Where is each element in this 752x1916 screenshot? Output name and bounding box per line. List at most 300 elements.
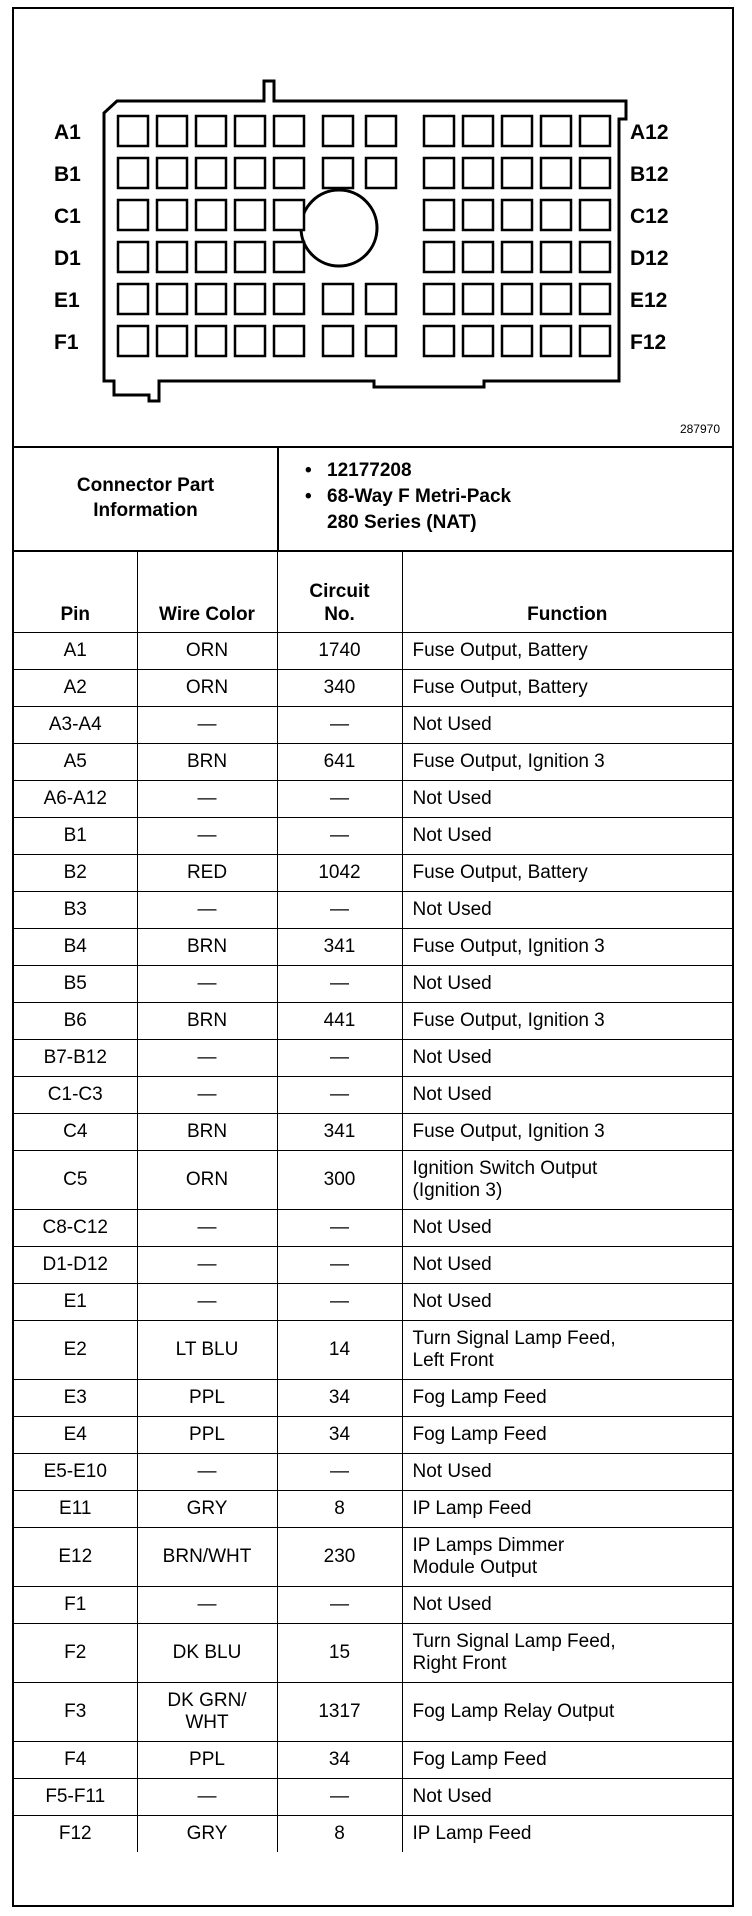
part-info-details	[279, 446, 732, 550]
terminal-cavity	[235, 116, 265, 146]
function-line2: Module Output	[412, 1557, 538, 1578]
terminal-cavity	[274, 326, 304, 356]
function-line1: Not Used	[412, 1047, 492, 1068]
wire-color-cell	[137, 1528, 277, 1587]
wire-color-line1: —	[197, 825, 217, 846]
terminal-cavity	[463, 200, 493, 230]
header-circuit-no	[277, 551, 402, 633]
wire-color-line1: ORN	[185, 677, 229, 698]
wire-color-cell	[137, 1491, 277, 1528]
pinout-row	[14, 1587, 732, 1624]
circuit-cell: —	[277, 892, 402, 929]
wire-color-line2: WHT	[185, 1712, 229, 1733]
pin-cell: C5	[14, 1151, 137, 1210]
terminal-cavity	[502, 284, 532, 314]
wire-color-cell	[137, 670, 277, 707]
function-cell	[402, 1380, 732, 1417]
pin-cell: F12	[14, 1816, 137, 1853]
wire-color-line1: —	[197, 1254, 217, 1275]
function-cell	[402, 966, 732, 1003]
function-line1: Ignition Switch Output	[412, 1158, 598, 1179]
wire-color-cell	[137, 1077, 277, 1114]
terminal-cavity	[580, 116, 610, 146]
wire-color-line1: —	[197, 1461, 217, 1482]
function-line1: Fuse Output, Battery	[412, 862, 588, 883]
function-line1: Not Used	[412, 1461, 492, 1482]
circuit-cell: 1317	[277, 1683, 402, 1742]
pinout-row	[14, 1284, 732, 1321]
circuit-cell: 34	[277, 1417, 402, 1454]
circuit-cell: —	[277, 1210, 402, 1247]
circuit-cell: 340	[277, 670, 402, 707]
wire-color-line1: BRN	[186, 1010, 228, 1031]
pinout-row	[14, 633, 732, 670]
function-cell	[402, 1816, 732, 1853]
connector-diagram	[14, 9, 732, 448]
header-circuit-line1: Circuit	[309, 581, 370, 602]
terminal-cavity	[424, 284, 454, 314]
pinout-row	[14, 855, 732, 892]
wire-color-cell	[137, 1779, 277, 1816]
terminal-cavity	[274, 116, 304, 146]
row-label-c12: C12	[630, 205, 669, 228]
pinout-row	[14, 1380, 732, 1417]
function-line1: Turn Signal Lamp Feed,	[412, 1328, 616, 1349]
circuit-cell: —	[277, 1779, 402, 1816]
terminal-cavity	[541, 116, 571, 146]
function-cell	[402, 707, 732, 744]
terminal-cavity	[118, 200, 148, 230]
function-line1: Turn Signal Lamp Feed,	[412, 1631, 616, 1652]
terminal-cavity	[118, 242, 148, 272]
function-cell	[402, 1491, 732, 1528]
terminal-cavity	[274, 158, 304, 188]
terminal-cavity	[157, 116, 187, 146]
pin-cell: B1	[14, 818, 137, 855]
circuit-cell: 14	[277, 1321, 402, 1380]
pinout-table	[14, 550, 732, 1852]
pin-cell: F5-F11	[14, 1779, 137, 1816]
function-line1: Fuse Output, Battery	[412, 640, 588, 661]
circuit-cell: 1740	[277, 633, 402, 670]
wire-color-line1: —	[197, 714, 217, 735]
function-cell	[402, 1528, 732, 1587]
function-cell	[402, 1284, 732, 1321]
wire-color-cell	[137, 1454, 277, 1491]
function-line1: Not Used	[412, 788, 492, 809]
terminal-cavity	[157, 284, 187, 314]
wire-color-cell	[137, 1742, 277, 1779]
pinout-row	[14, 1114, 732, 1151]
wire-color-line1: ORN	[185, 640, 229, 661]
function-cell	[402, 1321, 732, 1380]
terminal-cavity	[502, 116, 532, 146]
function-line1: Not Used	[412, 1254, 492, 1275]
terminal-cavity	[118, 116, 148, 146]
header-function: Function	[402, 551, 732, 633]
pin-cell: C8-C12	[14, 1210, 137, 1247]
pin-cell: B6	[14, 1003, 137, 1040]
terminal-cavity	[157, 326, 187, 356]
pinout-row	[14, 1454, 732, 1491]
row-label-d12: D12	[630, 247, 669, 270]
pinout-row	[14, 966, 732, 1003]
wire-color-line1: RED	[186, 862, 228, 883]
function-line1: Not Used	[412, 714, 492, 735]
circuit-cell: 341	[277, 929, 402, 966]
pinout-row	[14, 1040, 732, 1077]
pin-cell: E5-E10	[14, 1454, 137, 1491]
terminal-cavity	[323, 326, 353, 356]
terminal-cavity	[541, 200, 571, 230]
function-line2: (Ignition 3)	[412, 1180, 503, 1201]
pin-cell: F1	[14, 1587, 137, 1624]
function-line1: IP Lamp Feed	[412, 1498, 532, 1519]
circuit-cell: 1042	[277, 855, 402, 892]
wire-color-cell	[137, 707, 277, 744]
wire-color-line1: BRN	[186, 1121, 228, 1142]
wire-color-cell	[137, 633, 277, 670]
pin-cell: D1-D12	[14, 1247, 137, 1284]
pin-cell: C4	[14, 1114, 137, 1151]
pinout-row	[14, 892, 732, 929]
terminal-cavity	[274, 242, 304, 272]
function-cell	[402, 1003, 732, 1040]
wire-color-cell	[137, 1624, 277, 1683]
pin-cell: E12	[14, 1528, 137, 1587]
function-cell	[402, 1210, 732, 1247]
pin-cell: C1-C3	[14, 1077, 137, 1114]
function-cell	[402, 929, 732, 966]
pinout-row	[14, 670, 732, 707]
wire-color-cell	[137, 818, 277, 855]
wire-color-cell	[137, 855, 277, 892]
circuit-cell: —	[277, 707, 402, 744]
wire-color-line1: DK BLU	[172, 1642, 242, 1663]
circuit-cell: —	[277, 966, 402, 1003]
function-line1: Fog Lamp Relay Output	[412, 1701, 615, 1722]
terminal-cavity	[196, 284, 226, 314]
wire-color-line1: —	[197, 1047, 217, 1068]
pinout-row	[14, 781, 732, 818]
function-cell	[402, 781, 732, 818]
wire-color-cell	[137, 781, 277, 818]
part-number: • 12177208	[305, 458, 732, 484]
header-wire-color: Wire Color	[137, 551, 277, 633]
function-cell	[402, 670, 732, 707]
wire-color-line1: LT BLU	[175, 1339, 239, 1360]
pinout-row	[14, 1003, 732, 1040]
pin-cell: A3-A4	[14, 707, 137, 744]
pin-cell: E4	[14, 1417, 137, 1454]
row-label-f12: F12	[630, 331, 667, 354]
terminal-cavity	[196, 242, 226, 272]
terminal-cavity	[463, 158, 493, 188]
terminal-cavity	[235, 200, 265, 230]
header-circuit-line2: No.	[324, 604, 355, 625]
part-info-heading-line2: Information	[93, 500, 198, 521]
function-line1: Not Used	[412, 899, 492, 920]
terminal-cavity	[196, 116, 226, 146]
pinout-row	[14, 1151, 732, 1210]
row-label-a1: A1	[54, 121, 81, 144]
circuit-cell: —	[277, 781, 402, 818]
pin-cell: A2	[14, 670, 137, 707]
pin-cell: E1	[14, 1284, 137, 1321]
terminal-cavity	[502, 326, 532, 356]
pin-cell: A1	[14, 633, 137, 670]
circuit-cell: —	[277, 1040, 402, 1077]
pin-cell: E11	[14, 1491, 137, 1528]
function-line1: Not Used	[412, 1291, 492, 1312]
function-cell	[402, 1151, 732, 1210]
function-cell	[402, 855, 732, 892]
function-line1: IP Lamps Dimmer	[412, 1535, 565, 1556]
terminal-cavity	[541, 242, 571, 272]
circuit-cell: 15	[277, 1624, 402, 1683]
terminal-cavity	[118, 326, 148, 356]
circuit-cell: 641	[277, 744, 402, 781]
pin-cell: B2	[14, 855, 137, 892]
terminal-cavity	[502, 242, 532, 272]
function-line1: Not Used	[412, 825, 492, 846]
function-line1: Fog Lamp Feed	[412, 1424, 547, 1445]
function-line1: Fuse Output, Ignition 3	[412, 1010, 605, 1031]
pinout-row	[14, 1742, 732, 1779]
wire-color-cell	[137, 1151, 277, 1210]
circuit-cell: 341	[277, 1114, 402, 1151]
row-label-f1: F1	[54, 331, 79, 354]
function-cell	[402, 1454, 732, 1491]
pinout-row	[14, 1683, 732, 1742]
row-label-d1: D1	[54, 247, 81, 270]
circuit-cell: —	[277, 1247, 402, 1284]
wire-color-cell	[137, 1284, 277, 1321]
terminal-cavity	[580, 242, 610, 272]
terminal-cavity	[323, 158, 353, 188]
function-line1: Not Used	[412, 1786, 492, 1807]
function-cell	[402, 1247, 732, 1284]
terminal-cavity	[323, 116, 353, 146]
circuit-cell: 8	[277, 1816, 402, 1853]
wire-color-line1: —	[197, 899, 217, 920]
terminal-cavity	[463, 242, 493, 272]
pin-cell: A5	[14, 744, 137, 781]
function-cell	[402, 892, 732, 929]
function-cell	[402, 1624, 732, 1683]
wire-color-cell	[137, 929, 277, 966]
terminal-cavity	[196, 158, 226, 188]
wire-color-line1: —	[197, 1786, 217, 1807]
function-cell	[402, 1587, 732, 1624]
terminal-cavity	[424, 158, 454, 188]
terminal-cavity	[541, 158, 571, 188]
terminal-cavity	[580, 326, 610, 356]
function-cell	[402, 1417, 732, 1454]
terminal-cavity	[157, 242, 187, 272]
terminal-cavity	[118, 284, 148, 314]
terminal-cavity	[157, 158, 187, 188]
pinout-row	[14, 707, 732, 744]
pinout-row	[14, 1779, 732, 1816]
function-line1: Fuse Output, Ignition 3	[412, 1121, 605, 1142]
function-line1: Fuse Output, Ignition 3	[412, 936, 605, 957]
terminal-cavity	[235, 326, 265, 356]
terminal-cavity	[424, 116, 454, 146]
terminal-cavity	[424, 242, 454, 272]
terminal-cavity	[424, 200, 454, 230]
function-line1: Fuse Output, Battery	[412, 677, 588, 698]
part-description-line2: 280 Series (NAT)	[327, 512, 477, 533]
function-cell	[402, 1077, 732, 1114]
function-line1: Not Used	[412, 1217, 492, 1238]
circuit-cell: 34	[277, 1742, 402, 1779]
function-line1: Not Used	[412, 973, 492, 994]
pinout-row	[14, 1210, 732, 1247]
terminal-cavity	[463, 284, 493, 314]
function-cell	[402, 1779, 732, 1816]
circuit-cell: 8	[277, 1491, 402, 1528]
wire-color-line1: —	[197, 1594, 217, 1615]
circuit-cell: 441	[277, 1003, 402, 1040]
figure-number: 287970	[679, 422, 720, 436]
pin-cell: E3	[14, 1380, 137, 1417]
pin-cell: F4	[14, 1742, 137, 1779]
function-line2: Left Front	[412, 1350, 494, 1371]
function-line1: Not Used	[412, 1084, 492, 1105]
function-line1: Fog Lamp Feed	[412, 1749, 547, 1770]
header-pin: Pin	[14, 551, 137, 633]
pinout-row	[14, 1624, 732, 1683]
terminal-cavity	[274, 284, 304, 314]
terminal-cavity	[274, 200, 304, 230]
pinout-row	[14, 1491, 732, 1528]
terminal-cavity	[235, 284, 265, 314]
pin-cell: B3	[14, 892, 137, 929]
circuit-cell: 230	[277, 1528, 402, 1587]
wire-color-line1: —	[197, 1217, 217, 1238]
pinout-row	[14, 744, 732, 781]
wire-color-line1: PPL	[189, 1749, 225, 1770]
terminal-cavity	[323, 284, 353, 314]
terminal-cavity	[235, 158, 265, 188]
function-line2: Right Front	[412, 1653, 507, 1674]
wire-color-cell	[137, 1683, 277, 1742]
pinout-row	[14, 1247, 732, 1284]
wire-color-line1: —	[197, 973, 217, 994]
pin-cell: E2	[14, 1321, 137, 1380]
center-key-circle	[301, 190, 377, 266]
wire-color-cell	[137, 1816, 277, 1853]
row-label-e12: E12	[630, 289, 668, 312]
wire-color-cell	[137, 1321, 277, 1380]
wire-color-line1: PPL	[189, 1424, 225, 1445]
function-line1: Not Used	[412, 1594, 492, 1615]
wire-color-cell	[137, 892, 277, 929]
pinout-row	[14, 1816, 732, 1853]
terminal-cavity	[118, 158, 148, 188]
circuit-cell: 300	[277, 1151, 402, 1210]
wire-color-cell	[137, 744, 277, 781]
function-cell	[402, 1742, 732, 1779]
circuit-cell: —	[277, 1587, 402, 1624]
terminal-cavity	[541, 326, 571, 356]
terminal-cavity	[424, 326, 454, 356]
function-cell	[402, 1683, 732, 1742]
wire-color-cell	[137, 1417, 277, 1454]
function-cell	[402, 1040, 732, 1077]
pin-cell: F3	[14, 1683, 137, 1742]
wire-color-line1: DK GRN/	[167, 1690, 247, 1711]
wire-color-cell	[137, 1587, 277, 1624]
terminal-cavity	[580, 284, 610, 314]
wire-color-cell	[137, 1247, 277, 1284]
circuit-cell: 34	[277, 1380, 402, 1417]
circuit-cell: —	[277, 1077, 402, 1114]
pinout-row	[14, 818, 732, 855]
wire-color-line1: GRY	[186, 1498, 228, 1519]
wire-color-line1: ORN	[185, 1169, 229, 1190]
terminal-cavity	[541, 284, 571, 314]
circuit-cell: —	[277, 1454, 402, 1491]
part-description-line1: • 68-Way F Metri-Pack	[305, 484, 732, 510]
part-info-heading-line1: Connector Part	[76, 475, 215, 496]
connector-sheet	[12, 7, 734, 1907]
function-line1: IP Lamp Feed	[412, 1823, 532, 1844]
wire-color-cell	[137, 1003, 277, 1040]
function-cell	[402, 744, 732, 781]
wire-color-line1: BRN	[186, 936, 228, 957]
terminal-cavity	[502, 158, 532, 188]
row-label-b1: B1	[54, 163, 81, 186]
wire-color-cell	[137, 966, 277, 1003]
pinout-row	[14, 1417, 732, 1454]
terminal-cavity	[580, 200, 610, 230]
wire-color-cell	[137, 1210, 277, 1247]
wire-color-line1: BRN	[186, 751, 228, 772]
terminal-cavity	[463, 326, 493, 356]
terminal-cavity	[366, 326, 396, 356]
connector-face-drawing	[14, 9, 732, 446]
terminal-cavity	[196, 326, 226, 356]
pinout-row	[14, 929, 732, 966]
pin-cell: F2	[14, 1624, 137, 1683]
wire-color-cell	[137, 1114, 277, 1151]
circuit-cell: —	[277, 818, 402, 855]
circuit-cell: —	[277, 1284, 402, 1321]
pin-cell: B5	[14, 966, 137, 1003]
wire-color-line1: PPL	[189, 1387, 225, 1408]
function-cell	[402, 818, 732, 855]
terminal-cavity	[196, 200, 226, 230]
function-cell	[402, 633, 732, 670]
wire-color-line1: —	[197, 1291, 217, 1312]
terminal-cavity	[366, 284, 396, 314]
pin-cell: B4	[14, 929, 137, 966]
terminal-cavity	[366, 158, 396, 188]
pin-cell: A6-A12	[14, 781, 137, 818]
pin-cell: B7-B12	[14, 1040, 137, 1077]
row-label-a12: A12	[630, 121, 669, 144]
wire-color-cell	[137, 1040, 277, 1077]
terminal-cavity	[366, 116, 396, 146]
row-label-e1: E1	[54, 289, 80, 312]
function-line1: Fuse Output, Ignition 3	[412, 751, 605, 772]
pinout-header-row	[14, 551, 732, 633]
wire-color-line1: GRY	[186, 1823, 228, 1844]
terminal-cavity	[463, 116, 493, 146]
terminal-cavity	[157, 200, 187, 230]
